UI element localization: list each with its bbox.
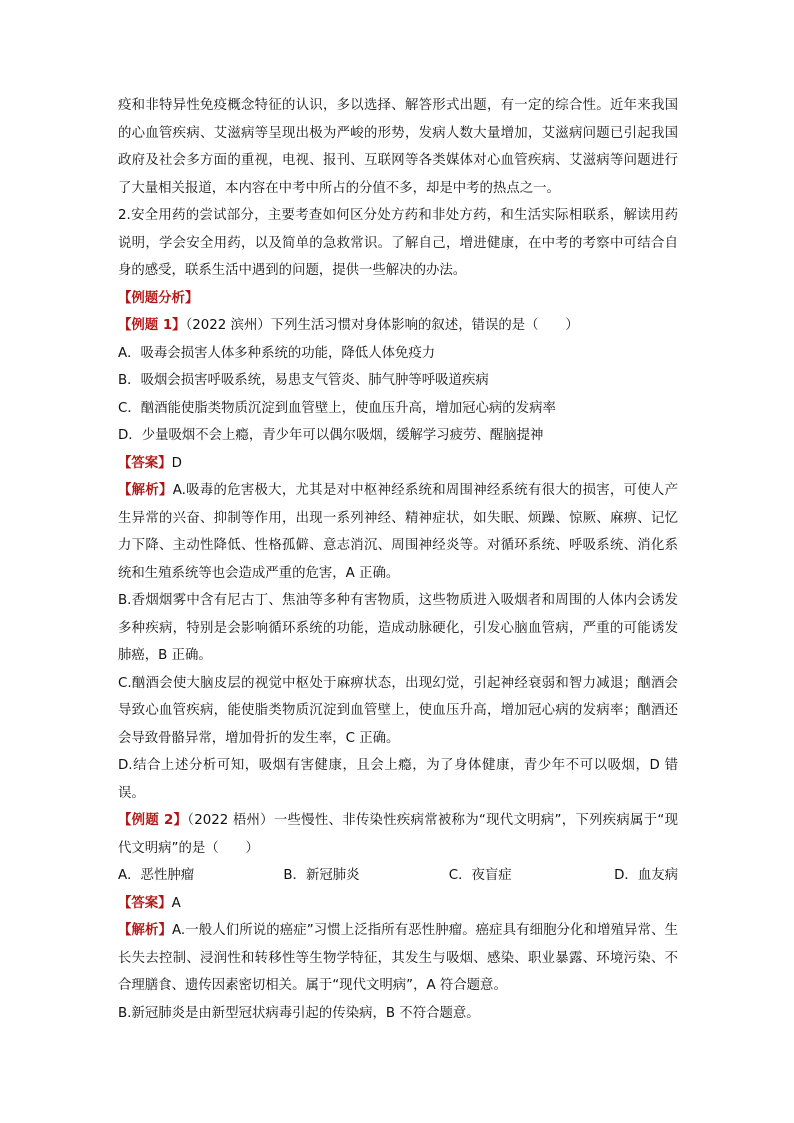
answer-value: A — [171, 895, 181, 911]
example-1-analysis-b: B.香烟烟雾中含有尼古丁、焦油等多种有害物质，这些物质进入吸烟者和周围的人体内会诱发多种疾病，特别是会影响循环系统的功能，造成动脉硬化，引发心脑血管病，严重的可能诱发肺癌，B 正确。 — [118, 593, 678, 663]
answer-label: 【答案】 — [118, 895, 172, 911]
intro-paragraph-1: 疫和非特异性免疫概念特征的认识，多以选择、解答形式出题，有一定的综合性。近年来我国的心血管疾病、艾滋病等呈现出极为严峻的形势，发病人数大量增加，艾滋病问题已引起我国政府及社会多方面的重视，电视、报刊、互联网等各类媒体对心血管疾病、艾滋病等问题进行了大量相关报道，本内容在中考中所占的分值不多，却是中考的热点之一。 — [118, 98, 678, 196]
example-1-analysis-c: C.酗酒会使大脑皮层的视觉中枢处于麻痹状态，出现幻觉，引起神经衰弱和智力减退；酗酒会导致心血管疾病，能使脂类物质沉淀到血管壁上，使血压升高，增加冠心病的发病率；酗酒还会导致骨骼异常，增加骨折的发生率，C 正确。 — [118, 675, 678, 746]
example-1-answer — [118, 450, 678, 478]
example-2-answer — [118, 890, 678, 918]
example-1-analysis-d: D.结合上述分析可知，吸烟有害健康，且会上瘾，为了身体健康，青少年不可以吸烟，D 错误。 — [118, 758, 678, 801]
section-header: 【例题分析】 — [118, 290, 199, 306]
example-1-option-a: A．吸毒会损害人体多种系统的功能，降低人体免疫力 — [118, 345, 436, 361]
answer-label: 【答案】 — [118, 455, 172, 471]
intro-paragraph-2: 2.安全用药的尝试部分，主要考查如何区分处方药和非处方药，和生活实际相联系，解读用药说明，学会安全用药，以及简单的急救常识。了解自己，增进健康，在中考的考察中可结合自身的感受，联系生活中遇到的问题，提供一些解决的办法。 — [118, 208, 678, 278]
page-content — [118, 92, 678, 1027]
example-1-option-c: C．酗酒能使脂类物质沉淀到血管壁上，使血压升高，增加冠心病的发病率 — [118, 400, 556, 416]
example-2-option-d: D．血友病 — [614, 868, 678, 883]
example-2-stem: （2022 梧州）一些慢性、非传染性疾病常被称为“现代文明病”，下列疾病属于“现代文明病”的是（ ） — [118, 813, 678, 856]
example-2-option-b: B．新冠肺炎 — [283, 868, 360, 883]
analysis-label: 【解析】 — [118, 483, 173, 498]
analysis-text: A.一般人们所说的癌症”习惯上泛指所有恶性肿瘤。癌症具有细胞分化和增殖异常、生长失去控制、浸润性和转移性等生物学特征，其发生与吸烟、感染、职业暴露、环境污染、不合理膳食、遗传因素密切相关。属于“现代文明病”，A 符合题意。 — [118, 923, 678, 993]
example-2-option-a: A．恶性肿瘤 — [118, 868, 195, 883]
analysis-label: 【解析】 — [118, 923, 172, 938]
analysis-text: A.吸毒的危害极大，尤其是对中枢神经系统和周围神经系统有很大的损害，可使人产生异常的兴奋、抑制等作用，出现一系列神经、精神症状，如失眠、烦躁、惊厥、麻痹、记忆力下降、主动性降低、性格孤僻、意志消沉、周围神经炎等。对循环系统、呼吸系统、消化系统和生殖系统等也会造成严重的危害，A 正确。 — [118, 483, 678, 581]
example-2-options — [118, 862, 678, 890]
example-2-question — [118, 807, 678, 862]
example-1-question — [118, 312, 678, 340]
example-1-option-d: D．少量吸烟不会上瘾，青少年可以偶尔吸烟，缓解学习疲劳、醒脑提神 — [118, 428, 544, 443]
example-1-analysis-a — [118, 477, 678, 587]
example-2-option-c: C．夜盲症 — [448, 868, 512, 883]
answer-value: D — [171, 455, 182, 471]
example-2-analysis-b: B.新冠肺炎是由新型冠状病毒引起的传染病，B 不符合题意。 — [118, 1005, 480, 1021]
example-2-label: 【例题 2】 — [118, 813, 188, 828]
example-2-analysis-a — [118, 917, 678, 1000]
example-1-stem: （2022 滨州）下列生活习惯对身体影响的叙述，错误的是（ ） — [185, 318, 579, 333]
example-1-label: 【例题 1】 — [118, 318, 186, 333]
example-1-option-b: B．吸烟会损害呼吸系统，易患支气管炎、肺气肿等呼吸道疾病 — [118, 373, 489, 388]
